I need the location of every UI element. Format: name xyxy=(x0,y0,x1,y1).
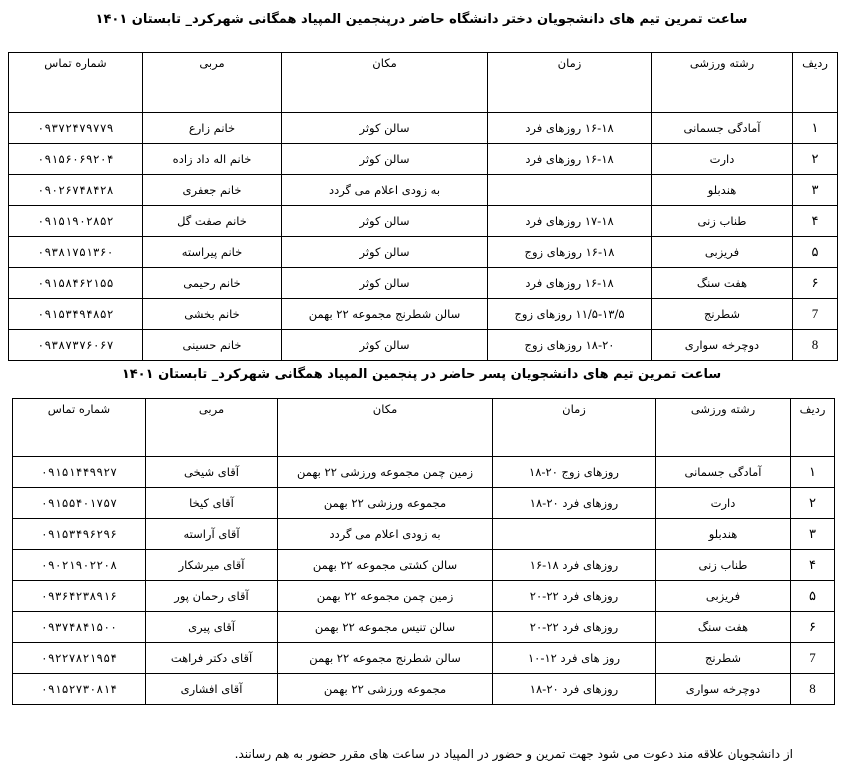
cell-phone: ۰۹۳۸۱۷۵۱۳۶۰ xyxy=(9,237,143,268)
cell-sport: هندبلو xyxy=(656,519,791,550)
cell-place: به زودی اعلام می گردد xyxy=(282,175,488,206)
table-row xyxy=(9,330,838,361)
cell-row-number: ۵ xyxy=(793,237,838,268)
table-row xyxy=(13,488,835,519)
cell-sport: طناب زنی xyxy=(652,206,793,237)
table-header-row xyxy=(13,399,835,457)
table-row xyxy=(13,643,835,674)
header-sport: رشته ورزشی xyxy=(652,53,793,113)
header-time: زمان xyxy=(488,53,652,113)
cell-sport: آمادگی جسمانی xyxy=(652,113,793,144)
cell-sport: دارت xyxy=(652,144,793,175)
cell-coach: خانم حسینی xyxy=(143,330,282,361)
cell-coach: خانم پیراسته xyxy=(143,237,282,268)
cell-time: روز های فرد ۱۲-۱۰ xyxy=(493,643,656,674)
cell-row-number: 7 xyxy=(793,299,838,330)
cell-row-number: ۵ xyxy=(791,581,835,612)
cell-place: سالن کوثر xyxy=(282,144,488,175)
cell-phone: ۰۹۱۵۶۰۶۹۲۰۴ xyxy=(9,144,143,175)
cell-row-number: ۶ xyxy=(791,612,835,643)
cell-row-number: ۴ xyxy=(793,206,838,237)
cell-row-number: ۶ xyxy=(793,268,838,299)
table-header-row xyxy=(9,53,838,113)
table-row xyxy=(9,144,838,175)
table-row xyxy=(13,581,835,612)
cell-row-number: ۳ xyxy=(791,519,835,550)
cell-place: سالن شطرنج مجموعه ۲۲ بهمن xyxy=(282,299,488,330)
cell-place: مجموعه ورزشی ۲۲ بهمن xyxy=(278,674,493,705)
cell-sport: فریزبی xyxy=(656,581,791,612)
cell-time: ۱۸-۲۰ روزهای زوج xyxy=(488,330,652,361)
header-row-number: ردیف xyxy=(791,399,835,457)
cell-row-number: 7 xyxy=(791,643,835,674)
cell-time: روزهای فرد ۲۲-۲۰ xyxy=(493,581,656,612)
cell-sport: هفت سنگ xyxy=(652,268,793,299)
cell-coach: آقای آراسته xyxy=(146,519,278,550)
boys-table-title: ساعت تمرین تیم های دانشجویان پسر حاضر در پنجمین المپیاد همگانی شهرکرد_ تابستان ۱۴۰۱ xyxy=(121,367,722,382)
cell-place: زمین چمن مجموعه ۲۲ بهمن xyxy=(278,581,493,612)
cell-place: سالن کوثر xyxy=(282,113,488,144)
cell-time: ۱۷-۱۸ روزهای فرد xyxy=(488,206,652,237)
cell-phone: ۰۹۱۵۱۴۴۹۹۲۷ xyxy=(13,457,146,488)
cell-sport: دوچرخه سواری xyxy=(656,674,791,705)
cell-coach: خانم جعفری xyxy=(143,175,282,206)
cell-place: زمین چمن مجموعه ورزشی ۲۲ بهمن xyxy=(278,457,493,488)
cell-phone: ۰۹۱۵۵۴۰۱۷۵۷ xyxy=(13,488,146,519)
cell-time: ۱۶-۱۸ روزهای فرد xyxy=(488,144,652,175)
cell-sport: طناب زنی xyxy=(656,550,791,581)
header-coach: مربی xyxy=(143,53,282,113)
girls-table-title: ساعت تمرین تیم های دانشجویان دختر دانشگاه حاضر درپنجمین المپیاد همگانی شهرکرد_ تابستان ۱۴۰۱ xyxy=(95,12,748,27)
header-sport: رشته ورزشی xyxy=(656,399,791,457)
table-row xyxy=(13,612,835,643)
cell-row-number: ۲ xyxy=(791,488,835,519)
footer-note: از دانشجویان علاقه مند دعوت می شود جهت تمرین و حضور در المپیاد در ساعت های مقرر حضور به هم رسانند. xyxy=(234,747,793,761)
cell-time: ۱۶-۱۸ روزهای فرد xyxy=(488,113,652,144)
table-row xyxy=(9,237,838,268)
cell-row-number: ۲ xyxy=(793,144,838,175)
table-row xyxy=(13,674,835,705)
table-row xyxy=(9,175,838,206)
header-place: مکان xyxy=(278,399,493,457)
cell-time: ۱۱/۵-۱۳/۵ روزهای زوج xyxy=(488,299,652,330)
cell-place: سالن تنیس مجموعه ۲۲ بهمن xyxy=(278,612,493,643)
header-place: مکان xyxy=(282,53,488,113)
cell-sport: شطرنج xyxy=(656,643,791,674)
cell-sport: شطرنج xyxy=(652,299,793,330)
cell-time xyxy=(488,175,652,206)
table-row xyxy=(9,268,838,299)
cell-phone: ۰۹۱۵۸۴۶۲۱۵۵ xyxy=(9,268,143,299)
cell-row-number: ۱ xyxy=(791,457,835,488)
cell-coach: آقای کیخا xyxy=(146,488,278,519)
girls-schedule-table xyxy=(8,52,838,361)
cell-time xyxy=(493,519,656,550)
cell-time: روزهای زوج ۲۰-۱۸ xyxy=(493,457,656,488)
cell-phone: ۰۹۲۲۷۸۲۱۹۵۴ xyxy=(13,643,146,674)
cell-coach: آقای شیخی xyxy=(146,457,278,488)
header-row-number: ردیف xyxy=(793,53,838,113)
cell-sport: آمادگی جسمانی xyxy=(656,457,791,488)
cell-place: سالن کوثر xyxy=(282,330,488,361)
cell-coach: آقای پیری xyxy=(146,612,278,643)
cell-coach: آقای میرشکار xyxy=(146,550,278,581)
cell-sport: دوچرخه سواری xyxy=(652,330,793,361)
cell-place: به زودی اعلام می گردد xyxy=(278,519,493,550)
cell-coach: خانم رحیمی xyxy=(143,268,282,299)
cell-phone: ۰۹۱۵۲۷۳۰۸۱۴ xyxy=(13,674,146,705)
cell-coach: خانم زارع xyxy=(143,113,282,144)
cell-place: سالن کشتی مجموعه ۲۲ بهمن xyxy=(278,550,493,581)
cell-row-number: ۳ xyxy=(793,175,838,206)
cell-place: سالن کوثر xyxy=(282,237,488,268)
cell-place: سالن کوثر xyxy=(282,268,488,299)
cell-row-number: ۴ xyxy=(791,550,835,581)
cell-coach: خانم بخشی xyxy=(143,299,282,330)
boys-schedule-table xyxy=(12,398,835,705)
cell-phone: ۰۹۱۵۱۹۰۲۸۵۲ xyxy=(9,206,143,237)
header-phone: شماره تماس xyxy=(9,53,143,113)
cell-coach: خانم صفت گل xyxy=(143,206,282,237)
cell-phone: ۰۹۰۲۱۹۰۲۲۰۸ xyxy=(13,550,146,581)
cell-row-number: ۱ xyxy=(793,113,838,144)
cell-time: روزهای فرد ۱۸-۱۶ xyxy=(493,550,656,581)
cell-time: ۱۶-۱۸ روزهای فرد xyxy=(488,268,652,299)
cell-time: ۱۶-۱۸ روزهای زوج xyxy=(488,237,652,268)
cell-coach: خانم اله داد زاده xyxy=(143,144,282,175)
cell-phone: ۰۹۳۸۷۳۷۶۰۶۷ xyxy=(9,330,143,361)
cell-row-number: 8 xyxy=(791,674,835,705)
cell-phone: ۰۹۳۶۴۲۳۸۹۱۶ xyxy=(13,581,146,612)
cell-sport: فریزبی xyxy=(652,237,793,268)
header-time: زمان xyxy=(493,399,656,457)
cell-time: روزهای فرد ۲۰-۱۸ xyxy=(493,488,656,519)
cell-sport: هندبلو xyxy=(652,175,793,206)
cell-coach: آقای افشاری xyxy=(146,674,278,705)
table-row xyxy=(9,206,838,237)
cell-time: روزهای فرد ۲۰-۱۸ xyxy=(493,674,656,705)
cell-coach: آقای دکتر فراهت xyxy=(146,643,278,674)
table-row xyxy=(13,519,835,550)
header-coach: مربی xyxy=(146,399,278,457)
cell-sport: هفت سنگ xyxy=(656,612,791,643)
cell-phone: ۰۹۱۵۳۴۹۴۸۵۲ xyxy=(9,299,143,330)
cell-phone: ۰۹۳۷۲۴۷۹۷۷۹ xyxy=(9,113,143,144)
table-row xyxy=(13,550,835,581)
cell-sport: دارت xyxy=(656,488,791,519)
cell-phone: ۰۹۳۷۴۸۴۱۵۰۰ xyxy=(13,612,146,643)
table-row xyxy=(9,113,838,144)
cell-phone: ۰۹۱۵۳۴۹۶۲۹۶ xyxy=(13,519,146,550)
cell-place: مجموعه ورزشی ۲۲ بهمن xyxy=(278,488,493,519)
table-row xyxy=(13,457,835,488)
cell-row-number: 8 xyxy=(793,330,838,361)
cell-coach: آقای رحمان پور xyxy=(146,581,278,612)
header-phone: شماره تماس xyxy=(13,399,146,457)
table-row xyxy=(9,299,838,330)
cell-phone: ۰۹۰۲۶۷۴۸۴۲۸ xyxy=(9,175,143,206)
cell-time: روزهای فرد ۲۲-۲۰ xyxy=(493,612,656,643)
cell-place: سالن کوثر xyxy=(282,206,488,237)
cell-place: سالن شطرنج مجموعه ۲۲ بهمن xyxy=(278,643,493,674)
